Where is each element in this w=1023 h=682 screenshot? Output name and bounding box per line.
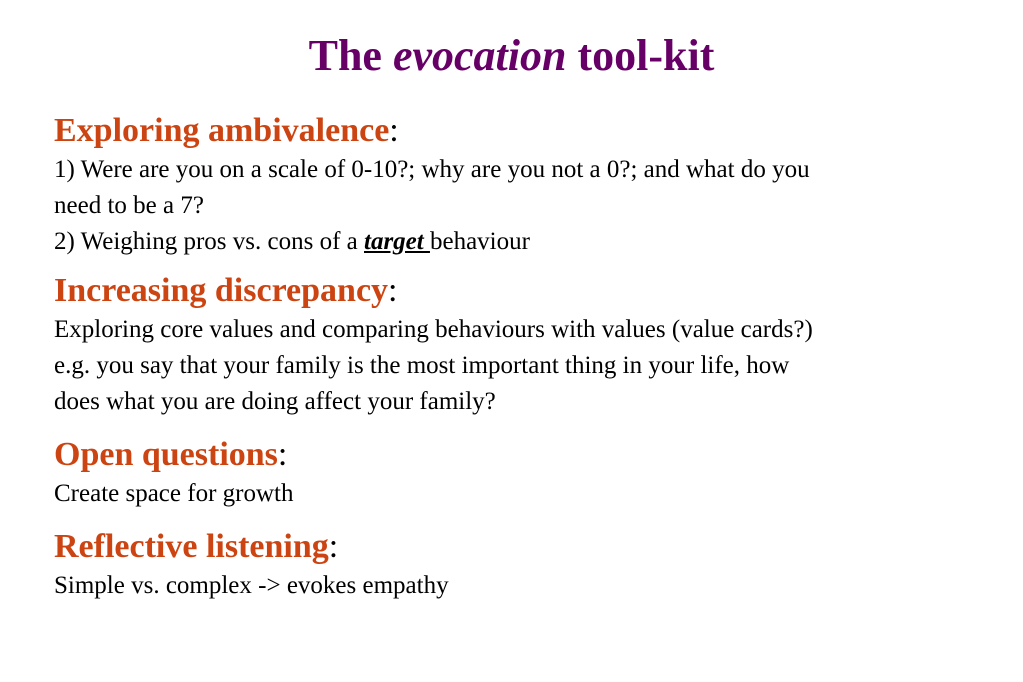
heading-colon: : — [389, 112, 399, 149]
section-heading — [54, 270, 994, 312]
slide-content — [54, 110, 994, 604]
section-heading — [54, 110, 994, 152]
body-line: 1) Were are you on a scale of 0-10?; why are you not a 0?; and what do you — [54, 156, 810, 183]
section-increasing-discrepancy — [54, 270, 994, 420]
title-prefix: The — [308, 31, 393, 80]
title-suffix: tool-kit — [566, 31, 715, 80]
section-exploring-ambivalence — [54, 110, 994, 260]
section-open-questions — [54, 434, 994, 512]
body-line-target — [54, 224, 994, 260]
spacer — [54, 260, 994, 270]
heading-text: Open questions — [54, 436, 278, 473]
spacer — [54, 512, 994, 526]
body-line: does what you are doing affect your family? — [54, 388, 496, 415]
emphasis-target: target — [364, 228, 430, 255]
section-heading — [54, 526, 994, 568]
heading-text: Exploring ambivalence — [54, 112, 390, 149]
body-text: 2) Weighing pros vs. cons of a — [54, 228, 364, 255]
heading-text: Increasing discrepancy — [54, 272, 389, 309]
heading-colon: : — [277, 436, 288, 473]
body-line: e.g. you say that your family is the most important thing in your life, how — [54, 352, 790, 379]
section-reflective-listening — [54, 526, 994, 604]
body-line: Exploring core values and comparing behaviours with values (value cards?) — [54, 316, 813, 343]
body-line: need to be a 7? — [54, 192, 204, 219]
title-italic-word: evocation — [392, 31, 567, 80]
spacer — [54, 420, 994, 434]
heading-colon: : — [388, 272, 398, 309]
body-text: behaviour — [429, 228, 530, 255]
slide-title — [0, 30, 1023, 82]
heading-colon: : — [328, 528, 339, 565]
body-line: Create space for growth — [54, 480, 294, 507]
heading-text: Reflective listening — [54, 528, 329, 565]
body-line: Simple vs. complex -> evokes empathy — [54, 572, 449, 599]
section-heading — [54, 434, 994, 476]
